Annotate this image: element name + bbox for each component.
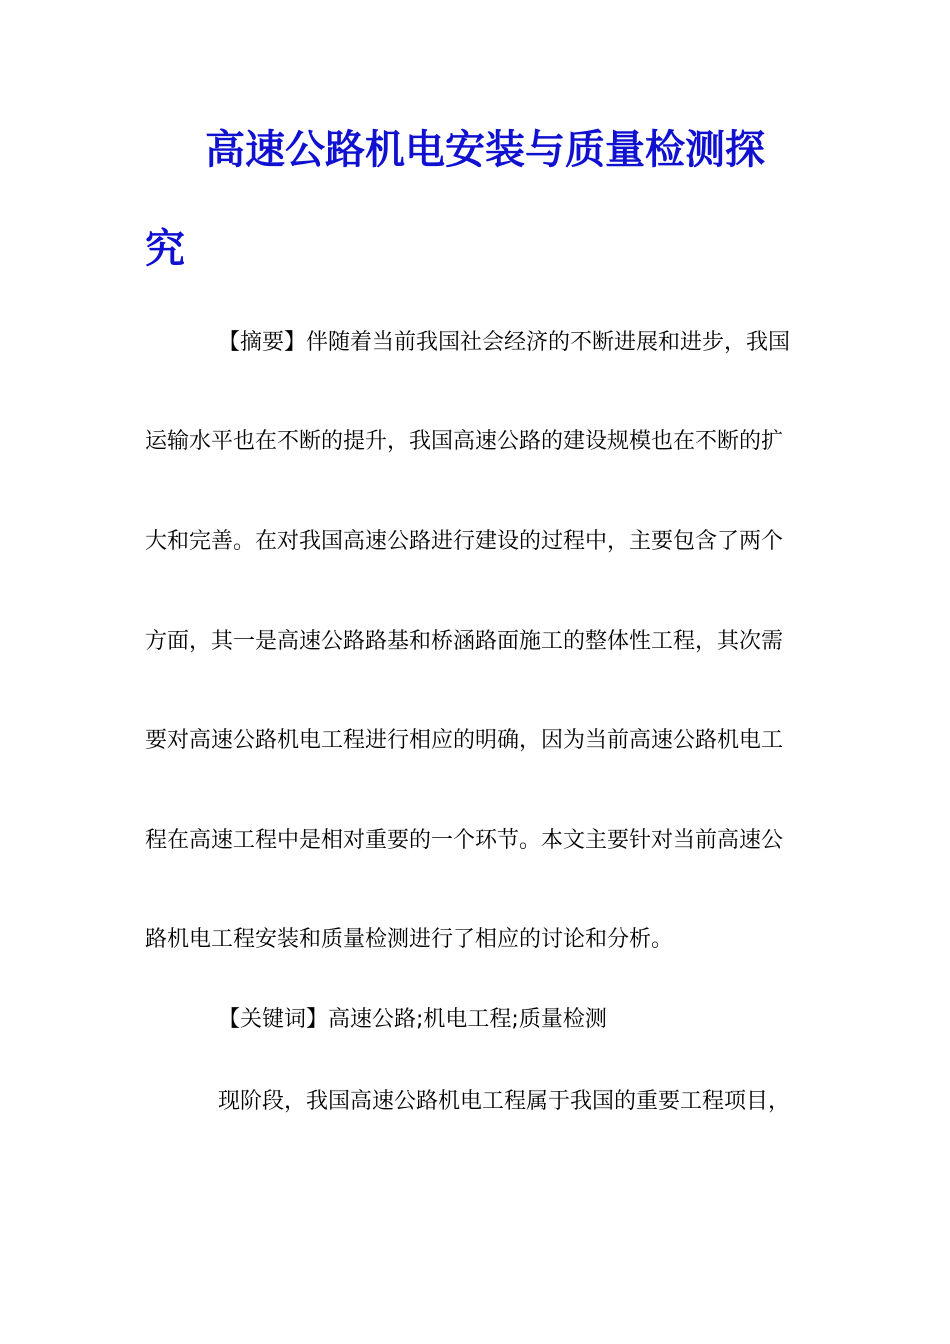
abstract-line: 程在高速工程中是相对重要的一个环节。本文主要针对当前高速公: [145, 828, 784, 853]
abstract-line: 方面，其一是高速公路路基和桥涵路面施工的整体性工程，其次需: [145, 629, 784, 654]
abstract-line: 路机电工程安装和质量检测进行了相应的讨论和分析。: [145, 927, 674, 952]
document-title-line-1: 高速公路机电安装与质量检测探: [205, 126, 765, 173]
abstract-line: 运输水平也在不断的提升，我国高速公路的建设规模也在不断的扩: [145, 429, 784, 454]
document-title-line-2: 究: [145, 225, 185, 272]
abstract-line: 【摘要】伴随着当前我国社会经济的不断进展和进步，我国: [218, 330, 791, 355]
body-paragraph-line: 现阶段，我国高速公路机电工程属于我国的重要工程项目，: [218, 1089, 791, 1114]
abstract-line: 大和完善。在对我国高速公路进行建设的过程中，主要包含了两个: [145, 529, 784, 554]
abstract-line: 要对高速公路机电工程进行相应的明确，因为当前高速公路机电工: [145, 728, 784, 753]
keywords-line: 【关键词】高速公路;机电工程;质量检测: [218, 1007, 607, 1032]
